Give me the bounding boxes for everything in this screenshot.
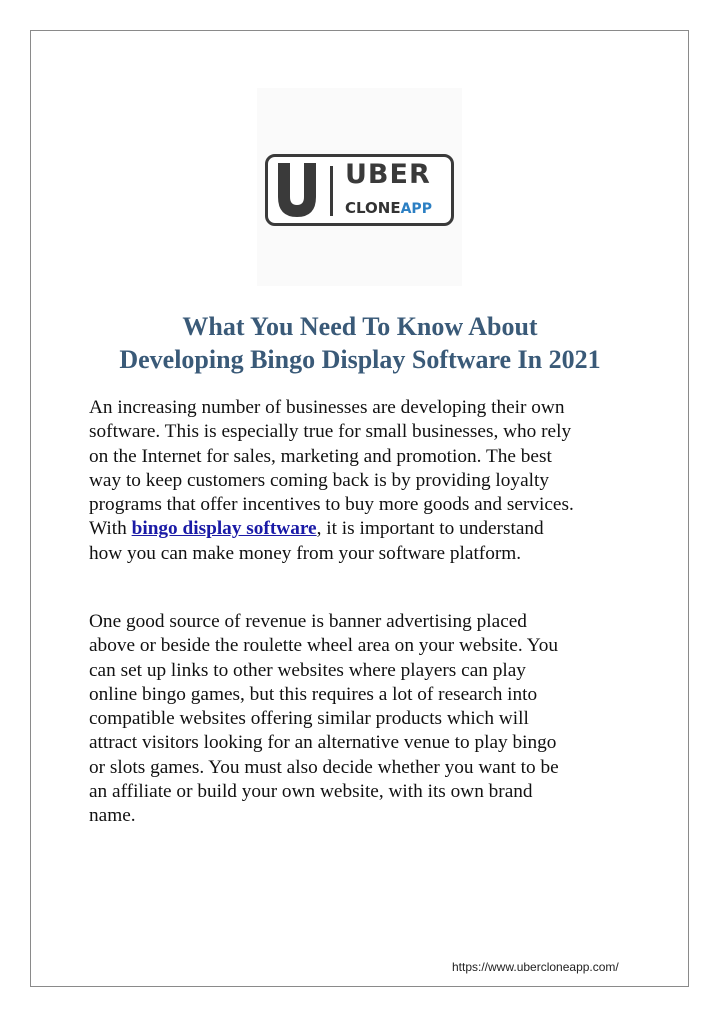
paragraph-line: above or beside the roulette wheel area on your website. You bbox=[89, 635, 559, 657]
logo-word-cloneapp bbox=[345, 198, 432, 218]
paragraph-line: an affiliate or build your own website, with its own brand bbox=[89, 781, 533, 803]
logo-word-uber bbox=[345, 160, 431, 190]
paragraph-line-with-link bbox=[89, 517, 649, 541]
paragraph-2 bbox=[89, 610, 649, 829]
paragraph-line: compatible websites offering similar products which will bbox=[89, 708, 529, 730]
bingo-display-software-link[interactable]: bingo display software bbox=[131, 518, 317, 540]
paragraph-line: One good source of revenue is banner advertising placed bbox=[89, 611, 527, 632]
paragraph-line: way to keep customers coming back is by providing loyalty bbox=[89, 469, 549, 491]
paragraph-line: An increasing number of businesses are developing their own bbox=[89, 397, 565, 418]
title-line-2: Developing Bingo Display Software In 2021 bbox=[119, 345, 601, 374]
logo-text-uber: UBER bbox=[345, 159, 431, 190]
paragraph-line: online bingo games, but this requires a lot of research into bbox=[89, 683, 538, 705]
logo-text-clone: CLONE bbox=[345, 199, 401, 217]
paragraph-line: software. This is especially true for small businesses, who rely bbox=[89, 421, 572, 443]
paragraph-line: can set up links to other websites where players can play bbox=[89, 659, 526, 681]
line-prefix: With bbox=[89, 518, 132, 540]
paragraph-line: programs that offer incentives to buy more goods and services. bbox=[89, 494, 574, 516]
paragraph-line: name. bbox=[89, 805, 136, 827]
paragraph-line: attract visitors looking for an alternative venue to play bingo bbox=[89, 732, 557, 754]
article-title bbox=[60, 310, 660, 376]
paragraph-1 bbox=[89, 396, 649, 566]
title-line-1: What You Need To Know About bbox=[182, 312, 538, 341]
footer-url[interactable]: https://www.ubercloneapp.com/ bbox=[452, 960, 619, 974]
logo-text-app: APP bbox=[400, 201, 432, 217]
paragraph-line: or slots games. You must also decide whether you want to be bbox=[89, 756, 559, 778]
logo-divider bbox=[330, 166, 333, 216]
paragraph-line: how you can make money from your software platform. bbox=[89, 542, 522, 564]
paragraph-line: on the Internet for sales, marketing and promotion. The best bbox=[89, 445, 552, 467]
logo-u-mark-icon bbox=[270, 157, 324, 223]
line-suffix: , it is important to understand bbox=[316, 518, 544, 540]
